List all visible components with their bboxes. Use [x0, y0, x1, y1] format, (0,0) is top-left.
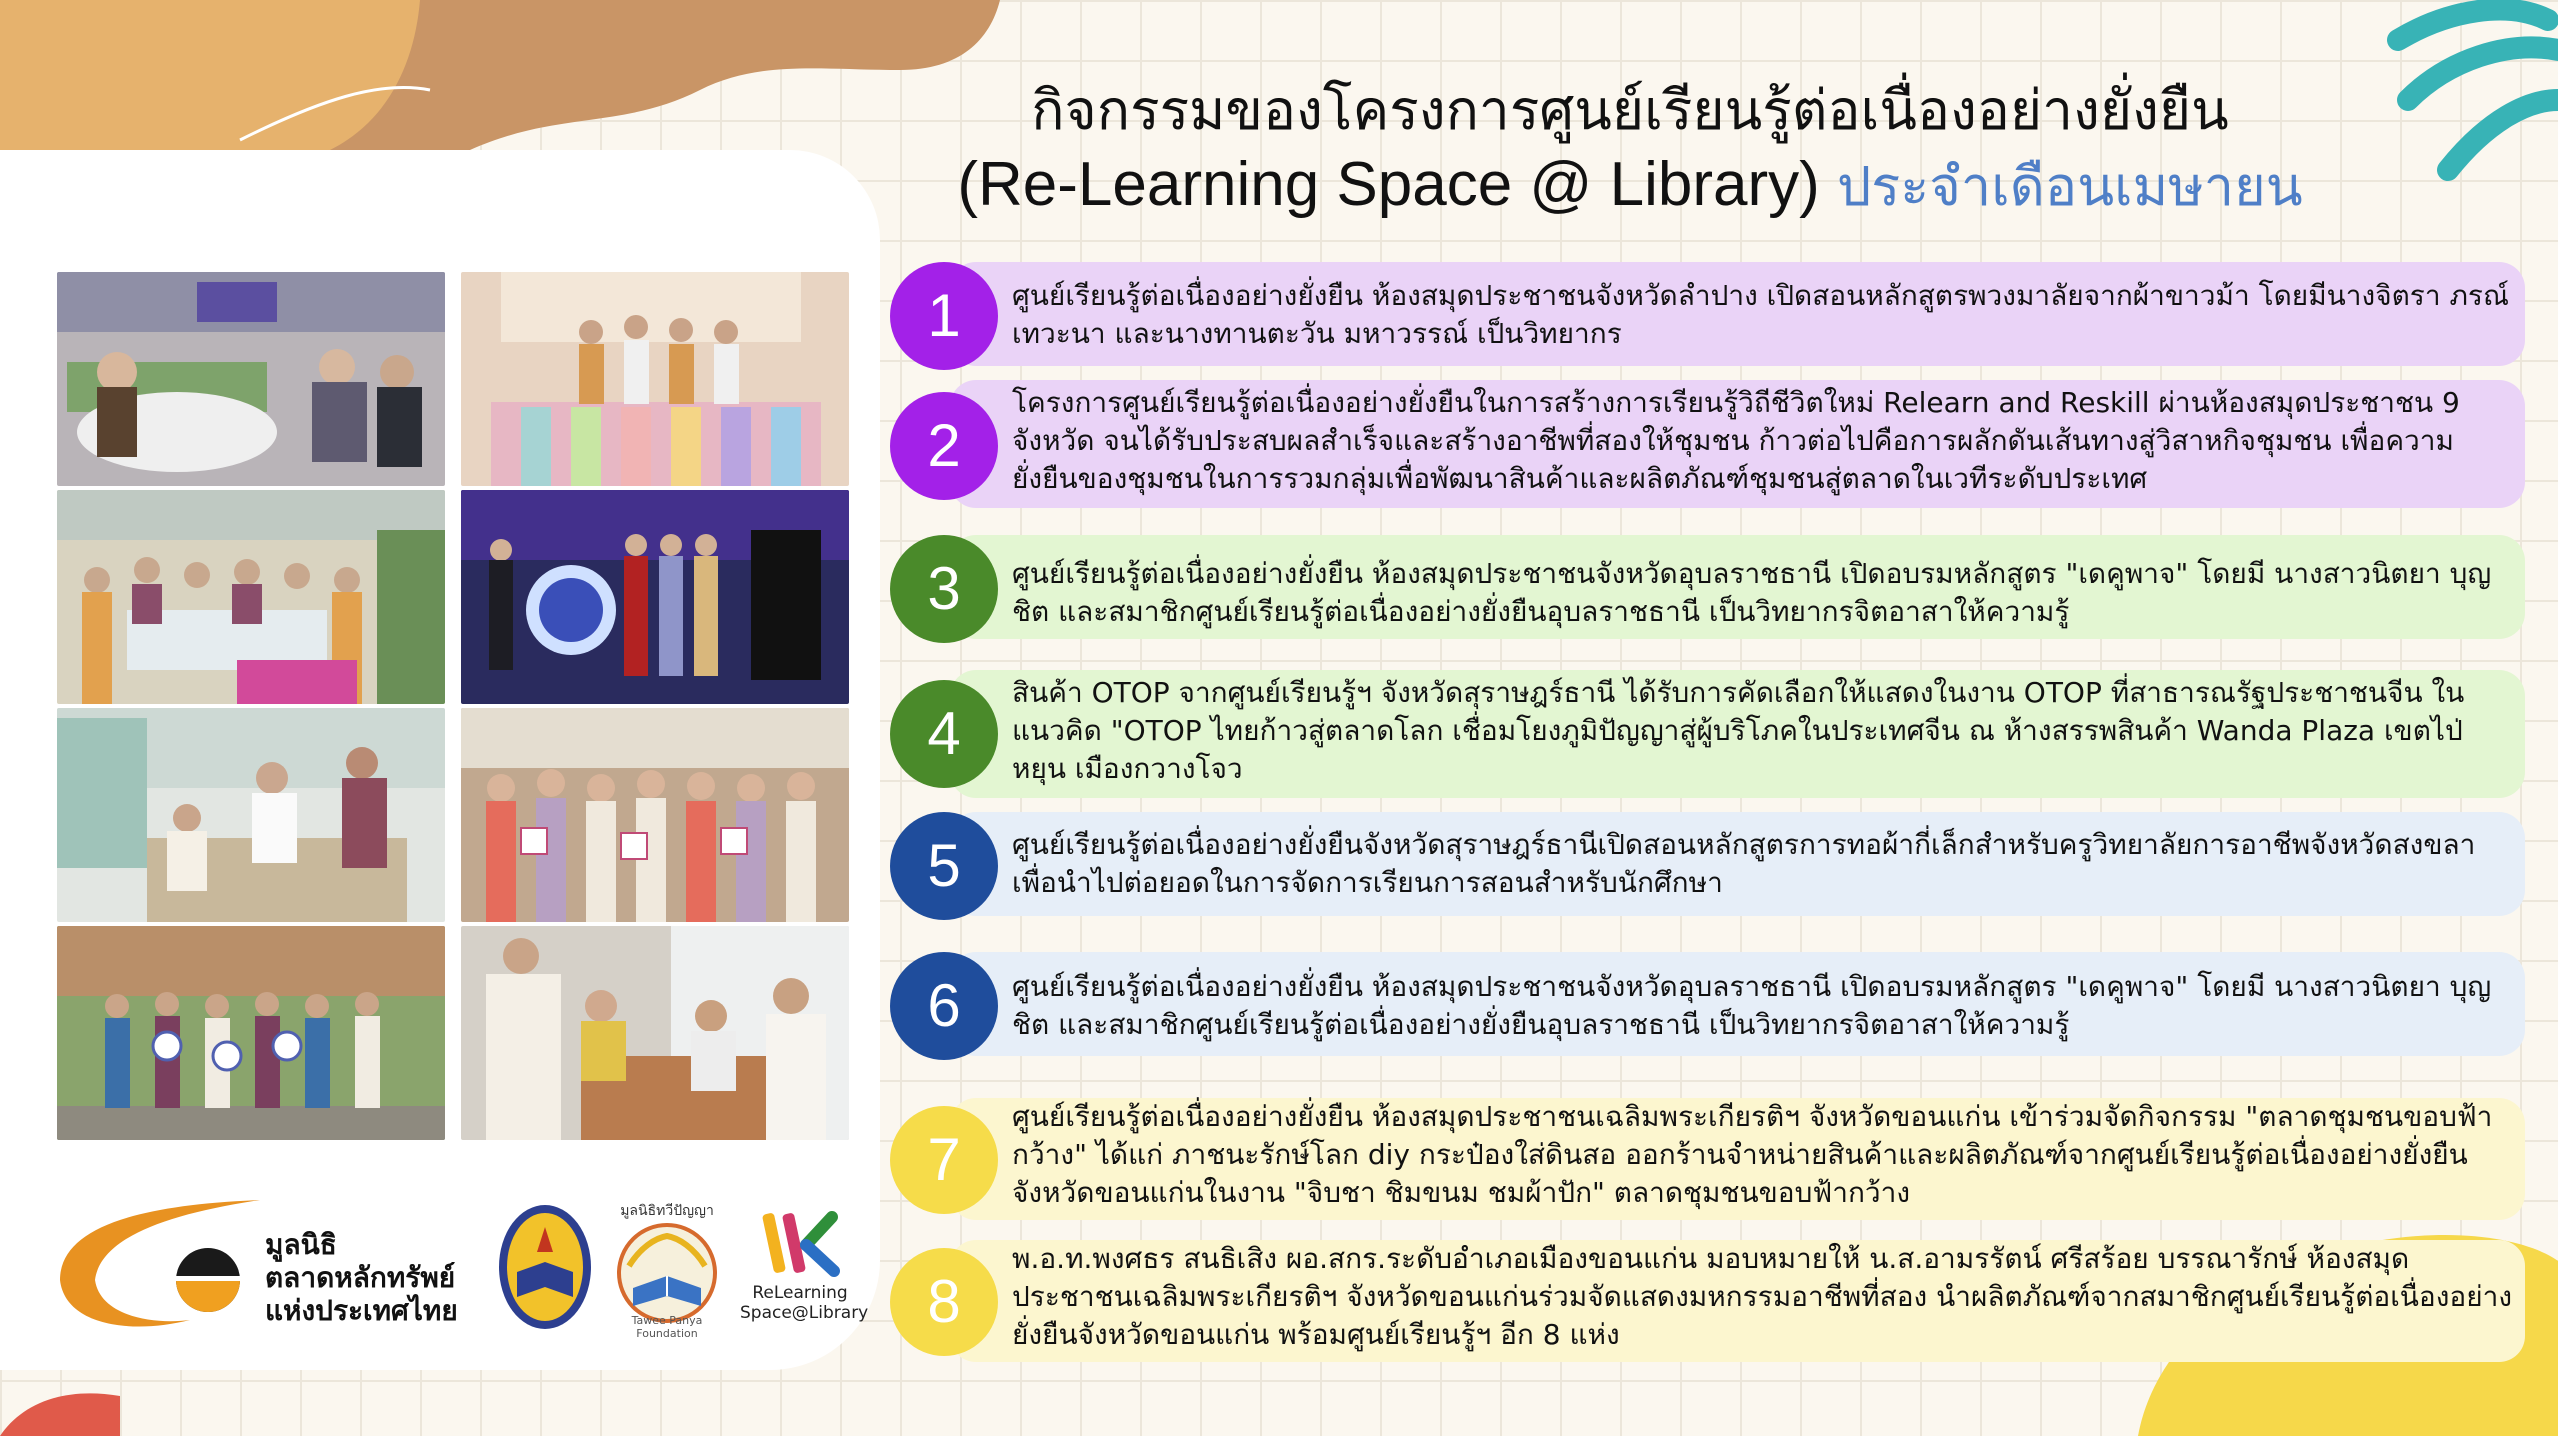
activity-item-8	[890, 1240, 2525, 1362]
set-swoosh-icon	[40, 1190, 260, 1340]
activity-item-5	[890, 812, 2525, 920]
activity-number-badge: 4	[890, 680, 998, 788]
photo-library-group	[57, 490, 445, 704]
activity-item-6	[890, 952, 2525, 1060]
subtitle-english: (Re-Learning Space @ Library)	[957, 150, 1820, 219]
activity-number-badge: 8	[890, 1248, 998, 1356]
set-foundation-name: มูลนิธิ ตลาดหลักทรัพย์ แห่งประเทศไทย	[265, 1228, 458, 1327]
relearning-mark-icon	[762, 1205, 842, 1280]
photo-outdoor-market-group	[57, 926, 445, 1140]
activity-item-4	[890, 670, 2525, 798]
page-title: กิจกรรมของโครงการศูนย์เรียนรู้ต่อเนื่องอย่างยั่งยืน	[1031, 78, 2229, 142]
photo-handicraft-shopping	[461, 926, 849, 1140]
photo-library-demo	[57, 708, 445, 922]
partner-logos	[40, 1190, 869, 1340]
photo-stage-ceremony	[461, 490, 849, 704]
activity-number-badge: 1	[890, 262, 998, 370]
activity-description: ศูนย์เรียนรู้ต่อเนื่องอย่างยั่งยืนจังหวัดสุราษฎร์ธานีเปิดสอนหลักสูตรการทอผ้ากี่เล็กสำหรับครูวิทยาลัยการอาชีพจังหวัดสงขลา เพื่อนำไปต่อยอดในการจัดการเรียนการสอนสำหรับนักศึกษา	[1012, 828, 2476, 899]
photo-collage	[57, 272, 849, 1142]
tawee-english-name: Tawee Panya Foundation	[631, 1314, 703, 1340]
library-emblem-icon	[495, 1202, 595, 1332]
activity-number-badge: 2	[890, 392, 998, 500]
page-subtitle	[830, 145, 2430, 227]
activity-description: พ.อ.ท.พงศธร สนธิเสิง ผอ.สกร.ระดับอำเภอเมืองขอนแก่น มอบหมายให้ น.ส.อามรรัตน์ ศรีสร้อย บรรณารักษ์ ห้องสมุด ประชาชนเฉลิมพระเกียรติฯ จังหวัดขอนแก่นร่วมจัดแสดงมหกรรมอาชีพที่สอง นำผลิตภัณฑ์จากสมาชิกศูนย์เรียนรู้ต่อเนื่องอย่าง ยั่งยืนจังหวัดขอนแก่น พร้อมศูนย์เรียนรู้ฯ อีก 8 แห่ง	[1012, 1242, 2513, 1351]
photo-workshop-crafting	[57, 272, 445, 486]
activity-description: โครงการศูนย์เรียนรู้ต่อเนื่องอย่างยั่งยืนในการสร้างการเรียนรู้วิถีชีวิตใหม่ Relearn and Reskill ผ่านห้องสมุดประชาชน 9 จังหวัด จนได้รับประสบผลสำเร็จและสร้างอาชีพที่สองให้ชุมชน ก้าวต่อไปคือการผลักดันเส้นทางสู่วิสาหกิจชุมชน เพื่อความยั่งยืนของชุมชนในการรวมกลุ่มเพื่อพัฒนาสินค้าและผลิตภัณฑ์ชุมชนสู่ตลาดในเวทีระดับประเทศ	[1012, 386, 2460, 495]
activity-description: ศูนย์เรียนรู้ต่อเนื่องอย่างยั่งยืน ห้องสมุดประชาชนจังหวัดอุบลราชธานี เปิดอบรมหลักสูตร "เดคูพาจ" โดยมี นางสาวนิตยา บุญ ชิต และสมาชิกศูนย์เรียนรู้ต่อเนื่องอย่างยั่งยืนอุบลราชธานี เป็นวิทยากรจิตอาสาให้ความรู้	[1012, 970, 2492, 1041]
subtitle-month: ประจำเดือนเมษายน	[1837, 155, 2303, 218]
activity-number-badge: 3	[890, 535, 998, 643]
activity-number-badge: 7	[890, 1106, 998, 1214]
activity-description: ศูนย์เรียนรู้ต่อเนื่องอย่างยั่งยืน ห้องสมุดประชาชนจังหวัดอุบลราชธานี เปิดอบรมหลักสูตร "เดคูพาจ" โดยมี นางสาวนิตยา บุญชิต และสมาชิกศูนย์เรียนรู้ต่อเนื่องอย่างยั่งยืนอุบลราชธานี เป็นวิทยากรจิตอาสาให้ความรู้	[1012, 557, 2492, 628]
activity-item-3	[890, 535, 2525, 643]
activity-item-7	[890, 1098, 2525, 1220]
relearning-name: ReLearning Space@Library	[740, 1283, 869, 1323]
tawee-thai-name: มูลนิธิทวีปัญญา	[620, 1203, 714, 1219]
activity-number-badge: 6	[890, 952, 998, 1060]
activity-description: ศูนย์เรียนรู้ต่อเนื่องอย่างยั่งยืน ห้องสมุดประชาชนเฉลิมพระเกียรติฯ จังหวัดขอนแก่น เข้าร่วมจัดกิจกรรม "ตลาดชุมชนขอบฟ้า กว้าง" ได้แก่ ภาชนะรักษ์โลก diy กระป๋องใส่ดินสอ ออกร้านจำหน่ายสินค้าและผลิตภัณฑ์จากศูนย์เรียนรู้ต่อเนื่องอย่างยั่งยืน จังหวัดขอนแก่นในงาน "จิบชา ชิมขนม ชมผ้าปัก" ตลาดชุมชนขอบฟ้ากว้าง	[1012, 1100, 2493, 1209]
activity-item-1	[890, 262, 2525, 370]
activity-number-badge: 5	[890, 812, 998, 920]
activity-item-2	[890, 380, 2525, 508]
activity-description: ศูนย์เรียนรู้ต่อเนื่องอย่างยั่งยืน ห้องสมุดประชาชนจังหวัดลำปาง เปิดสอนหลักสูตรพวงมาลัยจากผ้าขาวม้า โดยมีนางจิตรา ภรณ์ เทวะนา และนางทานตะวัน มหาวรรณ์ เป็นวิทยากร	[1012, 279, 2509, 350]
tawee-panya-logo	[607, 1200, 727, 1340]
set-foundation-logo	[40, 1190, 480, 1340]
photo-fabric-exhibition-group	[461, 272, 849, 486]
photo-elderly-group-bags	[461, 708, 849, 922]
activity-description: สินค้า OTOP จากศูนย์เรียนรู้ฯ จังหวัดสุราษฎร์ธานี ได้รับการคัดเลือกให้แสดงในงาน OTOP ที่สาธารณรัฐประชาชนจีน ใน แนวคิด "OTOP ไทยก้าวสู่ตลาดโลก เชื่อมโยงภูมิปัญญาสู่ผู้บริโภคในประเทศจีน ณ ห้างสรรพสินค้า Wanda Plaza เขตไป่ หยุน เมืองกวางโจว	[1012, 676, 2465, 785]
relearning-logo	[740, 1205, 869, 1335]
red-blob-decoration	[0, 1376, 140, 1436]
